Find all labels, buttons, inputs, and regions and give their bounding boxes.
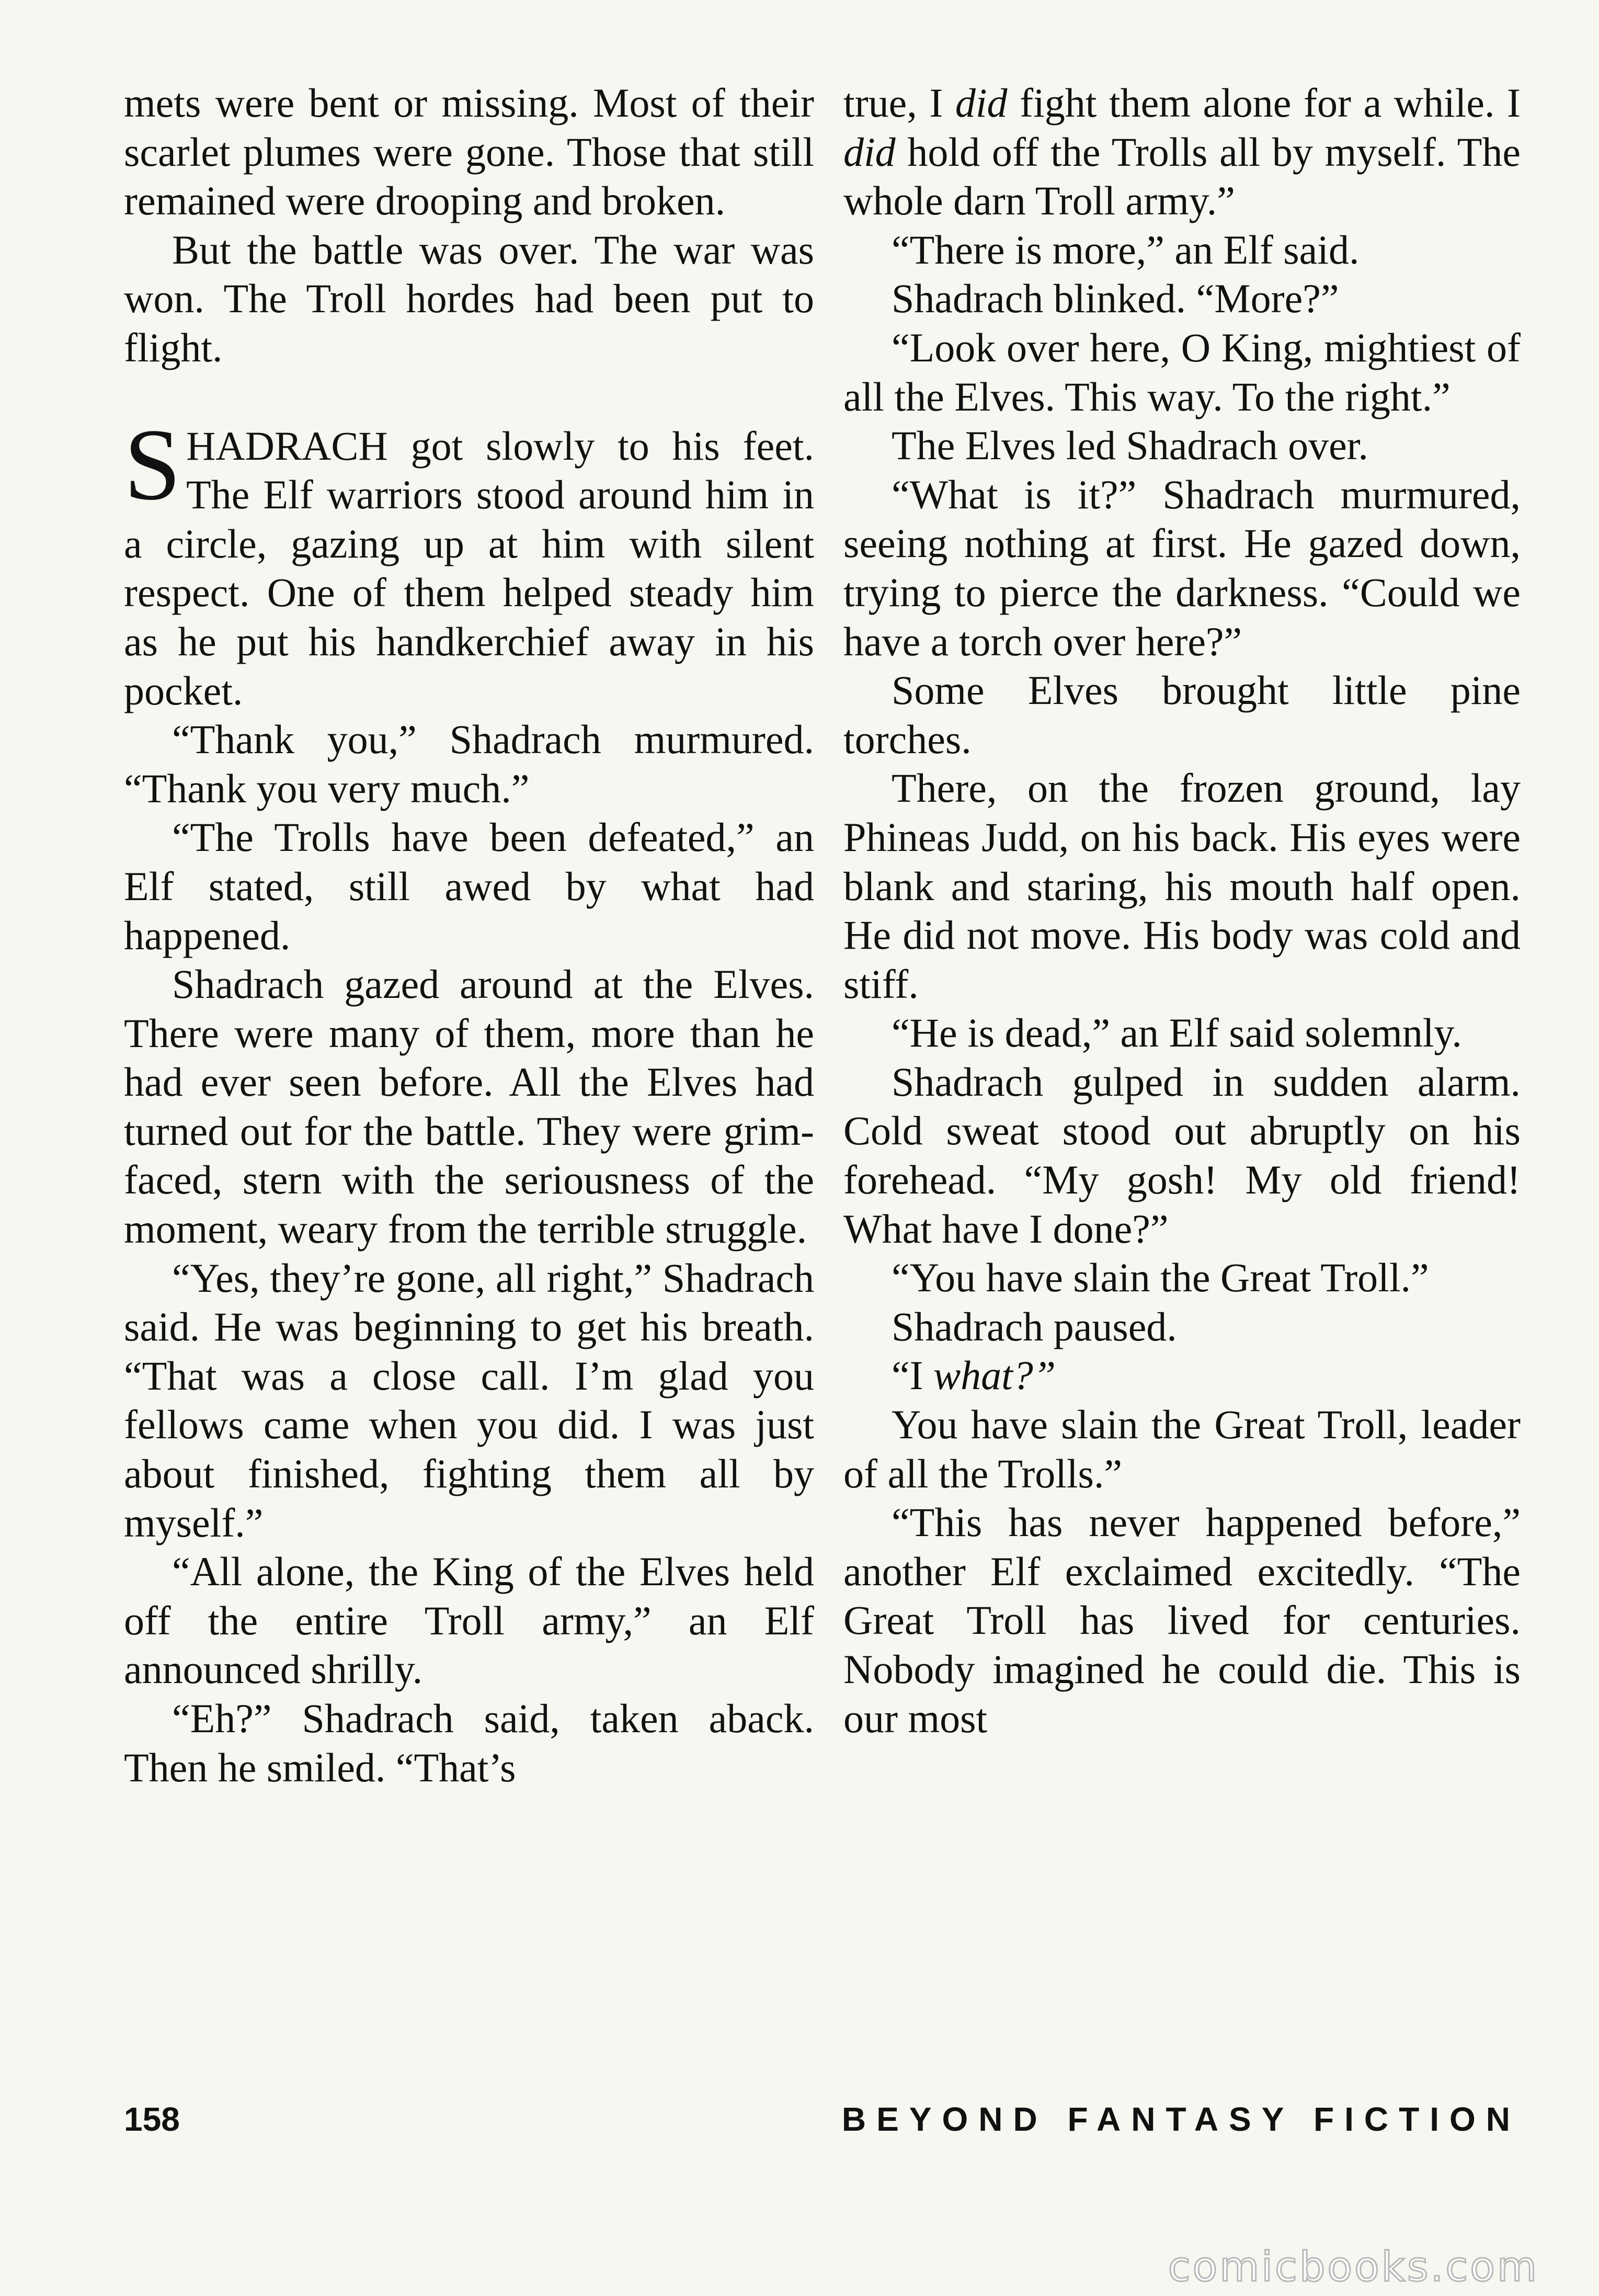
paragraph: The Elves led Shadrach over. bbox=[892, 423, 1368, 469]
paragraph: “There is more,” an Elf said. bbox=[892, 226, 1360, 272]
paragraph-text: HADRACH got slowly to his feet. The Elf warriors stood around him in a circle, gazing up at him with silent respect. One of them helped steady him as he put his handkerchief away in his pocket. bbox=[124, 423, 814, 713]
right-text-column bbox=[843, 78, 1521, 1743]
paragraph: “This has never happened before,” another Elf exclaimed excitedly. “The Great Troll has lived for centuries. Nobody imagined he could die. This is our most bbox=[843, 1499, 1521, 1741]
watermark: comicbooks.com bbox=[1168, 2244, 1539, 2291]
italic-text: did bbox=[955, 80, 1008, 126]
paragraph bbox=[843, 1351, 1521, 1400]
paragraph: Shadrach paused. bbox=[892, 1303, 1177, 1349]
paragraph: Shadrach gulped in sudden alarm. Cold sweat stood out abruptly on his forehead. “My gosh! My old friend! What have I done?” bbox=[843, 1059, 1521, 1252]
page-number: 158 bbox=[124, 2100, 180, 2138]
paragraph: But the battle was over. The war was won. The Troll hordes had been put to flight. bbox=[124, 226, 814, 370]
left-text-column bbox=[124, 78, 814, 1792]
paragraph: You have slain the Great Troll, leader of all the Trolls.” bbox=[843, 1402, 1521, 1496]
text-run: hold off the Trolls all by myself. The whole darn Troll army.” bbox=[843, 129, 1521, 224]
paragraph: mets were bent or missing. Most of their scarlet plumes were gone. Those that still remained were drooping and broken. bbox=[124, 80, 814, 224]
section-opening-paragraph bbox=[124, 407, 814, 715]
italic-text: what?” bbox=[933, 1352, 1056, 1399]
paragraph: “Thank you,” Shadrach murmured. “Thank you very much.” bbox=[124, 717, 814, 811]
italic-text: did bbox=[843, 129, 896, 175]
paragraph bbox=[843, 78, 1521, 225]
paragraph: “All alone, the King of the Elves held off the entire Troll army,” an Elf announced shrilly. bbox=[124, 1549, 814, 1692]
paragraph: There, on the frozen ground, lay Phineas Judd, on his back. His eyes were blank and staring, his mouth half open. He did not move. His body was cold and stiff. bbox=[843, 765, 1521, 1007]
drop-cap: S bbox=[124, 407, 181, 521]
paragraph: “What is it?” Shadrach murmured, seeing nothing at first. He gazed down, trying to pierce the darkness. “Could we have a torch over here?” bbox=[843, 471, 1521, 664]
paragraph: “He is dead,” an Elf said solemnly. bbox=[892, 1010, 1462, 1056]
paragraph: Some Elves brought little pine torches. bbox=[843, 667, 1521, 762]
text-run: fight them alone for a while. I bbox=[1007, 80, 1521, 126]
running-title: BEYOND FANTASY FICTION bbox=[841, 2100, 1521, 2138]
text-run: true, I bbox=[843, 80, 955, 126]
paragraph: “Look over here, O King, mightiest of all the Elves. This way. To the right.” bbox=[843, 324, 1521, 419]
text-run: “I bbox=[892, 1352, 934, 1399]
paragraph: “The Trolls have been defeated,” an Elf stated, still awed by what had happened. bbox=[124, 814, 814, 958]
paragraph: Shadrach blinked. “More?” bbox=[892, 276, 1339, 322]
paragraph: “You have slain the Great Troll.” bbox=[892, 1255, 1429, 1301]
paragraph: Shadrach gazed around at the Elves. There were many of them, more than he had ever seen before. All the Elves had turned out for the battle. They were grim-faced, stern with the seriousness of the moment, weary from the terrible struggle. bbox=[124, 961, 814, 1252]
paragraph: “Yes, they’re gone, all right,” Shadrach said. He was beginning to get his breath. “That was a close call. I’m glad you fellows came when you did. I was just about finished, fighting them all by myself.” bbox=[124, 1255, 814, 1545]
paragraph: “Eh?” Shadrach said, taken aback. Then he smiled. “That’s bbox=[124, 1696, 814, 1790]
